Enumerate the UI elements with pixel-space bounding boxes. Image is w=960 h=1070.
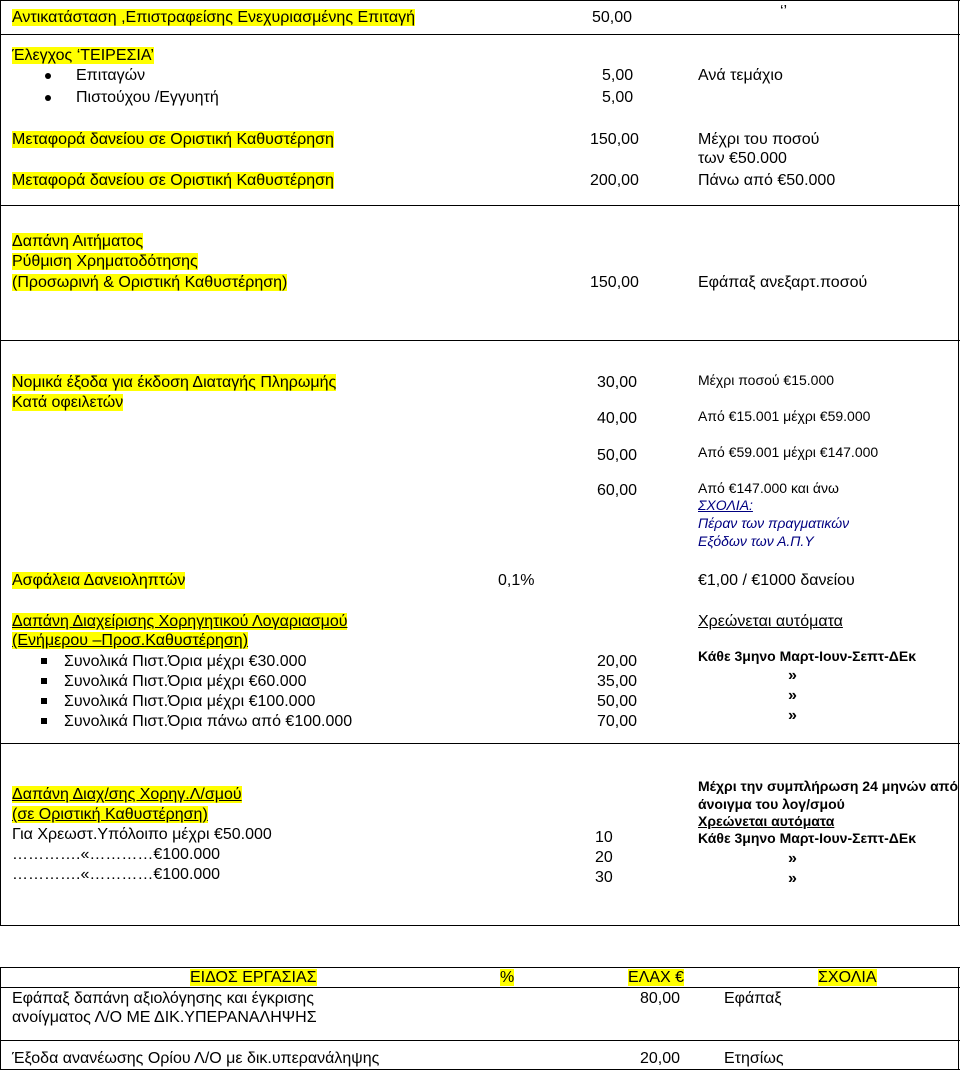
table2-row2-amount: 20,00 [640,1050,681,1067]
sec6-item: Συνολικά Πιστ.Όρια μέχρι €100.000 [64,693,316,710]
sec5-amount: 40,00 [597,410,638,427]
sec6-subtitle: (Ενήμερου –Προσ.Καθυστέρηση) [12,632,249,649]
sec4-line: (Προσωρινή & Οριστική Καθυστέρηση) [12,274,288,291]
sec3-row1-note: Μέχρι του ποσού [698,131,820,148]
sec4-amount: 150,00 [590,274,639,291]
row-divider [0,205,960,206]
sec6-freq: Κάθε 3μηνο Μαρτ-Ιουν-Σεπτ-ΔΕκ [698,648,916,664]
sec6-item: Συνολικά Πιστ.Όρια μέχρι €60.000 [64,673,307,690]
sec5-range: Από €59.001 μέχρι €147.000 [698,444,879,460]
sec6-title: Δαπάνη Διαχείρισης Χορηγητικού Λογαριασμού [12,613,348,630]
sec4-note: Εφάπαξ ανεξαρτ.ποσού [698,274,868,291]
row-divider [0,340,960,341]
sec1-amount: 50,00 [592,9,633,26]
sec2-item: Πιστούχου /Εγγυητή [76,89,219,106]
sec6-amount: 20,00 [597,653,638,670]
sec2-note: Ανά τεμάχιο [698,67,783,84]
table2-header-min: ΕΛΑΧ € [628,969,685,986]
sec3-row2-amount: 200,00 [590,172,639,189]
sec3-row1-amount: 150,00 [590,131,639,148]
sec3-row1-label: Μεταφορά δανείου σε Οριστική Καθυστέρηση [12,131,334,148]
sec7-item: ………….«…………€100.000 [12,866,221,883]
sec5-amount: 60,00 [597,482,638,499]
insurance-label: Ασφάλεια Δανειοληπτών [12,572,186,589]
sec5-comments-title: ΣΧΟΛΙΑ: [698,497,753,513]
sec7-note: Μέχρι την συμπλήρωση 24 μηνών από [698,778,959,794]
sec7-item: Για Χρεωστ.Υπόλοιπο μέχρι €50.000 [12,826,272,843]
table2-row1-amount: 80,00 [640,990,681,1007]
table2-row1-label: Εφάπαξ δαπάνη αξιολόγησης και έγκρισης [12,990,314,1007]
sec1-title: Αντικατάσταση ,Επιστραφείσης Ενεχυριασμένης Επιταγή [12,9,415,26]
bullet-icon [45,95,51,101]
square-bullet-icon [41,698,47,704]
sec1-note: ‘’ [780,3,788,20]
table2-row-divider [0,1040,960,1041]
sec5-line: Κατά οφειλετών [12,394,124,411]
sec2-amount: 5,00 [602,67,634,84]
sec5-amount: 50,00 [597,447,638,464]
ditto-mark: » [788,707,797,724]
sec5-line: Νομικά έξοδα για έκδοση Διαταγής Πληρωμής [12,374,337,391]
sec7-title: Δαπάνη Διαχ/σης Χορηγ.Λ/σμού [12,786,242,803]
table1-border-right [958,0,959,925]
sec6-item: Συνολικά Πιστ.Όρια πάνω από €100.000 [64,713,353,730]
sec4-line: Ρύθμιση Χρηματοδότησης [12,253,198,270]
sec2-title: Έλεγχος ‘ΤΕΙΡΕΣΙΑ’ [12,47,154,64]
table2-border-right [958,967,959,1070]
table2-border-left [0,967,1,1070]
sec7-freq: Κάθε 3μηνο Μαρτ-Ιουν-Σεπτ-ΔΕκ [698,830,916,846]
ditto-mark: » [788,850,797,867]
sec4-line: Δαπάνη Αιτήματος [12,233,144,250]
sec7-amount: 30 [595,869,613,886]
table2-header-pct: % [500,969,515,986]
table2-row2-note: Ετησίως [724,1050,784,1067]
sec7-amount: 20 [595,849,613,866]
sec7-auto: Χρεώνεται αυτόματα [698,813,835,829]
square-bullet-icon [41,658,47,664]
sec5-range: Από €15.001 μέχρι €59.000 [698,408,871,424]
sec5-range: Μέχρι ποσού €15.000 [698,372,835,388]
ditto-mark: » [788,667,797,684]
table2-header-task: ΕΙΔΟΣ ΕΡΓΑΣΙΑΣ [190,969,317,986]
sec2-item: Επιταγών [76,67,146,84]
sec5-range: Από €147.000 και άνω [698,480,839,496]
bullet-icon [45,73,51,79]
sec7-subtitle: (σε Οριστική Καθυστέρηση) [12,806,208,823]
square-bullet-icon [41,718,47,724]
table1-border-left [0,0,1,925]
sec6-amount: 50,00 [597,693,638,710]
sec2-amount: 5,00 [602,89,634,106]
sec3-row1-note: των €50.000 [698,150,787,167]
table2-row2-label: Έξοδα ανανέωσης Ορίου Λ/Ο με δικ.υπερανάληψης [12,1050,380,1067]
square-bullet-icon [41,678,47,684]
sec5-comments: Πέραν των πραγματικών [698,515,850,531]
table2-row-divider [0,987,960,988]
ditto-mark: » [788,687,797,704]
table2-row1-label: ανοίγματος Λ/Ο ΜΕ ΔΙΚ.ΥΠΕΡΑΝΑΛΗΨΗΣ [12,1009,317,1026]
sec3-row2-label: Μεταφορά δανείου σε Οριστική Καθυστέρηση [12,172,334,189]
sec6-amount: 70,00 [597,713,638,730]
sec7-item: ………….«…………€100.000 [12,846,221,863]
sec6-auto: Χρεώνεται αυτόματα [698,613,843,630]
table1-border-top [0,0,960,1]
sec5-amount: 30,00 [597,374,638,391]
sec6-item: Συνολικά Πιστ.Όρια μέχρι €30.000 [64,653,307,670]
sec7-note: άνοιγμα του λογ/σμού [698,796,845,812]
table1-border-bottom [0,925,960,926]
row-divider [0,743,960,744]
sec7-amount: 10 [595,829,613,846]
row-divider [0,34,960,35]
table2-row1-note: Εφάπαξ [724,990,782,1007]
sec3-row2-note: Πάνω από €50.000 [698,172,836,189]
table2-header-comments: ΣΧΟΛΙΑ [818,969,877,986]
sec6-amount: 35,00 [597,673,638,690]
table2-border-top [0,967,960,968]
insurance-pct: 0,1% [498,572,535,589]
sec5-comments: Εξόδων των Α.Π.Υ [698,533,814,549]
insurance-note: €1,00 / €1000 δανείου [698,572,855,589]
ditto-mark: » [788,870,797,887]
